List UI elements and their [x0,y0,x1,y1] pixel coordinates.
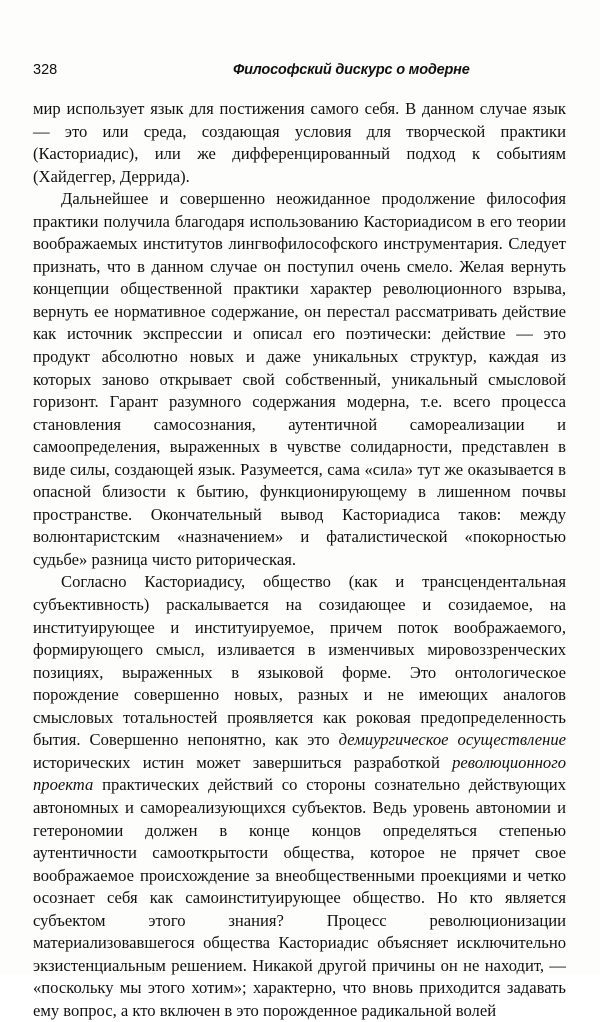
paragraph-2 [33,188,566,571]
paragraph-3 [33,571,566,1022]
text-segment: Согласно Касториадису, общество (как и трансцендентальная субъективность) раскалывается на созидающее и созидаемое, на институирующее и институируемое, причем поток воображаемого, формирующего смысл, изливается в изменчивых мировоззренческих позициях, выраженных в языковой форме. Это онтологическое порождение совершенно новых, разных и не имеющих аналогов смысловых тотальностей проявляется как роковая предопределенность бытия. Совершенно непонятно, как это [33,572,566,750]
paragraph-1 [33,98,566,188]
running-title: Философский дискурс о модерне [233,62,470,78]
body-text [33,98,566,1022]
text-segment: практических действий со стороны сознательно действующих автономных и самореализующихся субъектов. Ведь уровень автономии и гетерономии должен в конце концов определяться степенью аутентичности самооткрытости общества, которое не прячет свое воображаемое происхождение за внеобщественными проекциями и четко осознает себя как самоинституирующее общество. Но кто является субъектом этого знания? Процесс революционизации материализовавшегося общества Касториадис объясняет исключительно экзистенциальным решением. Никакой другой причины он не находит, — «поскольку мы этого хотим»; характерно, что вновь приходится задавать ему вопрос, а кто включен в это порожденное радикальной волей [33,775,566,1020]
italic-term: демиургическое осуществление [338,730,566,750]
text-segment: Дальнейшее и совершенно неожиданное продолжение философия практики получила благодаря использованию Касториадисом в его теории воображаемых институтов лингвофилософского инструментария. Следует признать, что в данном случае он поступил очень смело. Желая вернуть концепции общественной практики характер революционного взрыва, вернуть ее нормативное содержание, он перестал рассматривать действие как источник экспрессии и описал его поэтически: действие — это продукт абсолютно новых и даже уникальных структур, каждая из которых заново открывает свой собственный, уникальный смысловой горизонт. Гарант разумного содержания модерна, т.е. всего процесса становления самосознания, аутентичной самореализации и самоопределения, выраженных в чувстве солидарности, представлен в виде силы, создающей язык. Разумеется, сама «сила» тут же оказывается в опасной близости к бытию, функционирующему в лишенном почвы пространстве. Окончательный вывод Касториадиса таков: между волюнтаристским «назначением» и фаталистической «покорностью судьбе» разница чисто риторическая. [33,189,566,569]
italic-term: революционного проекта [33,752,566,795]
text-segment: исторических истин может завершиться разработкой [33,752,453,772]
page-number: 328 [33,62,58,78]
page-header [33,62,566,86]
text-segment: мир использует язык для постижения самого себя. В данном случае язык — это или среда, создающая условия для творческой практики (Касториадис), или же дифференцированный подход к событиям (Хайдеггер, Деррида). [33,99,566,186]
